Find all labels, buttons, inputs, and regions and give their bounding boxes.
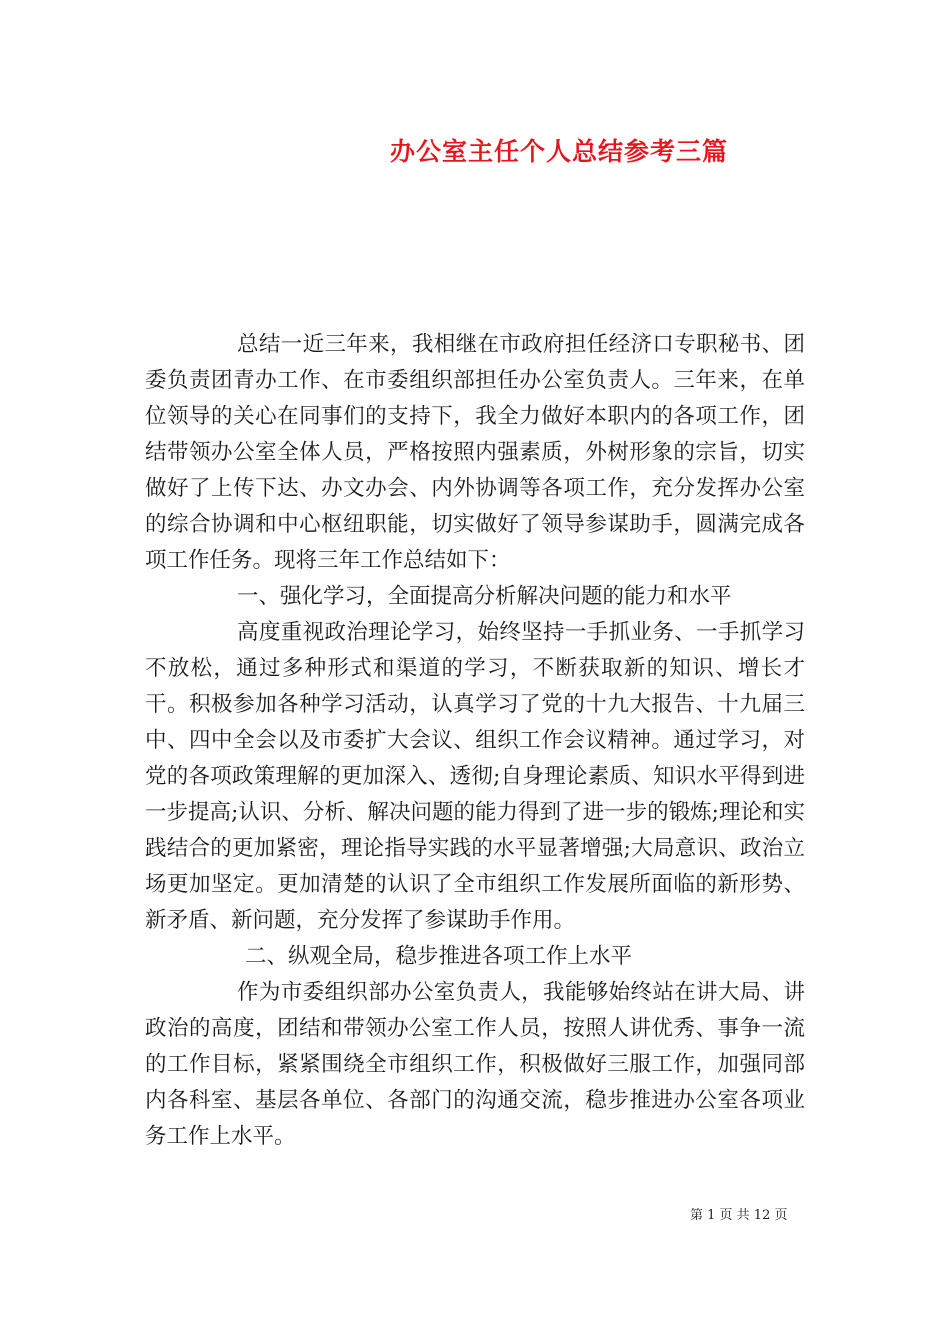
document-body <box>145 327 805 1155</box>
intro-paragraph: 总结一近三年来，我相继在市政府担任经济口专职秘书、团委负责团青办工作、在市委组织部担任办公室负责人。三年来，在单位领导的关心在同事们的支持下，我全力做好本职内的各项工作，团结带领办公室全体人员，严格按照内强素质，外树形象的宗旨，切实做好了上传下达、办文办会、内外协调等各项工作，充分发挥办公室的综合协调和中心枢纽职能，切实做好了领导参谋助手，圆满完成各项工作任务。现将三年工作总结如下： <box>145 332 805 573</box>
section-2-paragraph: 作为市委组织部办公室负责人，我能够始终站在讲大局、讲政治的高度，团结和带领办公室工作人员，按照人讲优秀、事争一流的工作目标，紧紧围绕全市组织工作，积极做好三服工作，加强同部内各科室、基层各单位、各部门的沟通交流，稳步推进办公室各项业务工作上水平。 <box>145 980 805 1149</box>
section-heading-2: 二、纵观全局，稳步推进各项工作上水平 <box>245 944 633 969</box>
page-number: 第 1 页 共 12 页 <box>690 1208 788 1223</box>
document-title: 办公室主任个人总结参考三篇 <box>389 137 728 166</box>
section-1-paragraph: 高度重视政治理论学习，始终坚持一手抓业务、一手抓学习不放松，通过多种形式和渠道的学习，不断获取新的知识、增长才干。积极参加各种学习活动，认真学习了党的十九大报告、十九届三中、四中全会以及市委扩大会议、组织工作会议精神。通过学习，对党的各项政策理解的更加深入、透彻;自身理论素质、知识水平得到进一步提高;认识、分析、解决问题的能力得到了进一步的锻炼;理论和实践结合的更加紧密，理论指导实践的水平显著增强;大局意识、政治立场更加坚定。更加清楚的认识了全市组织工作发展所面临的新形势、新矛盾、新问题，充分发挥了参谋助手作用。 <box>145 620 805 933</box>
section-heading-1: 一、强化学习，全面提高分析解决问题的能力和水平 <box>237 584 732 609</box>
